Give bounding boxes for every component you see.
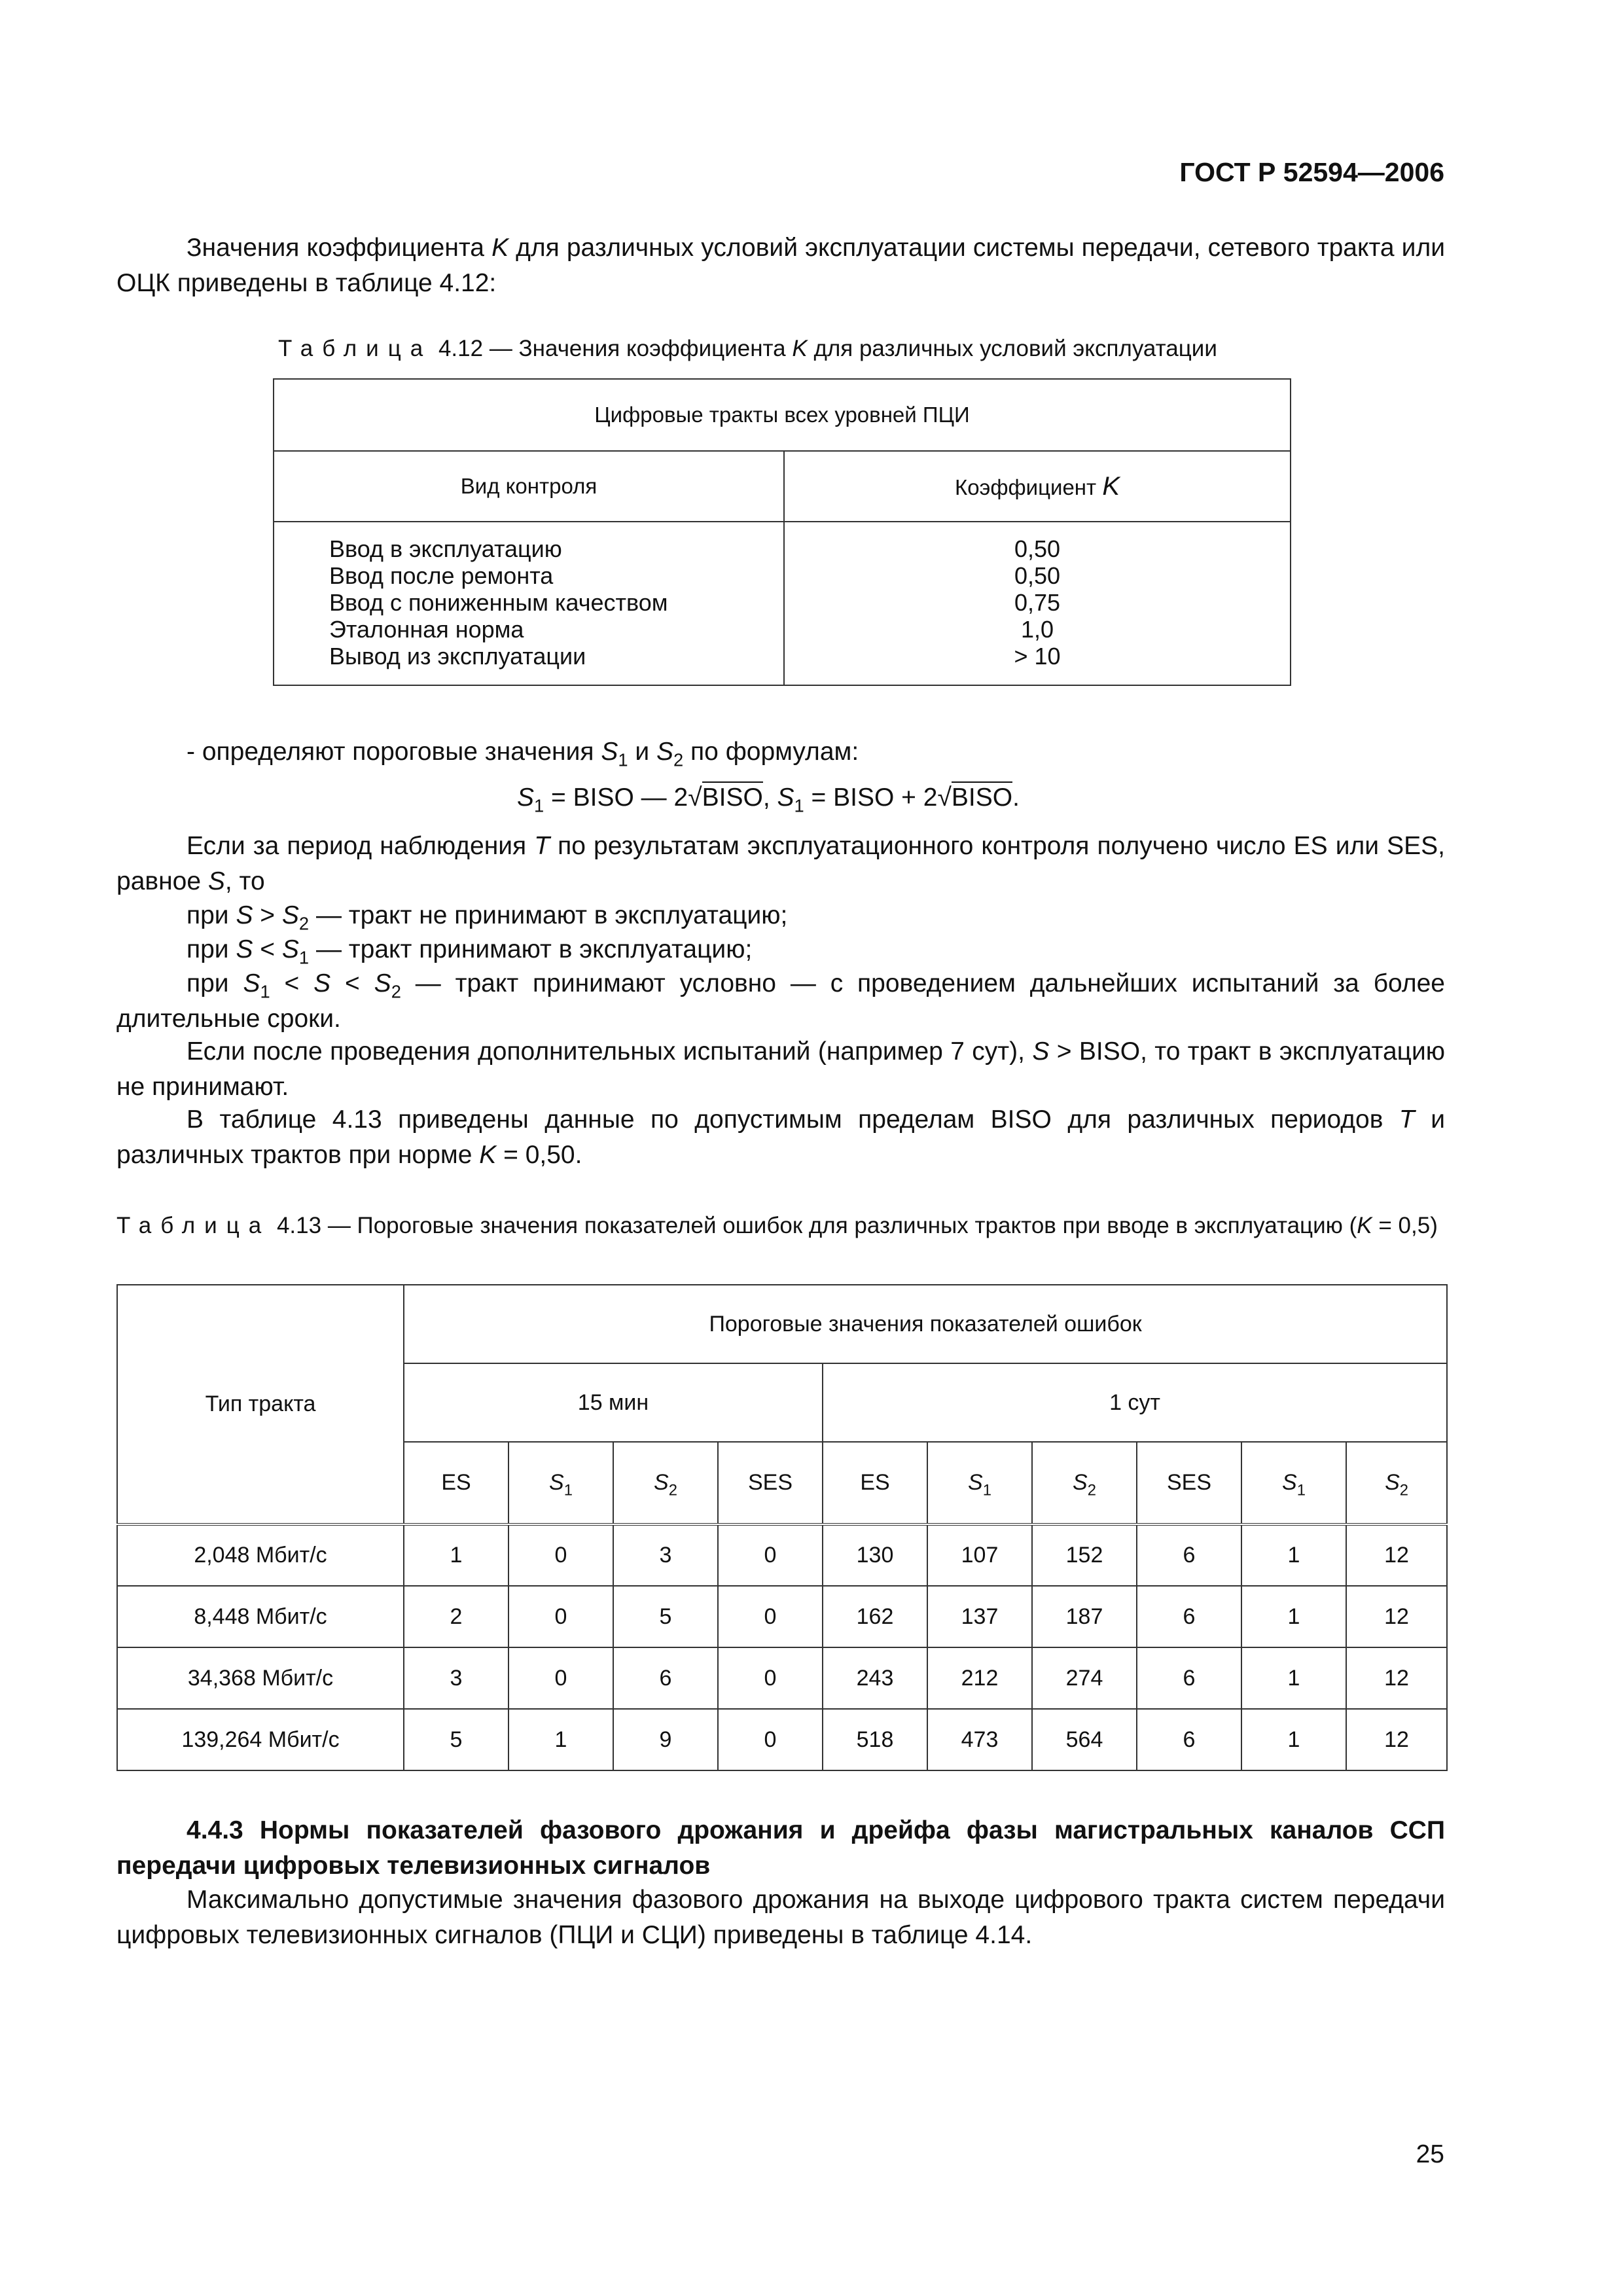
table-row <box>117 1586 1447 1647</box>
table-cell: 162 <box>823 1586 927 1647</box>
table-cell: 3 <box>613 1524 718 1586</box>
table-413-group-header: Пороговые значения показателей ошибок <box>404 1285 1447 1363</box>
table-412-col-type: Вид контроля <box>274 451 784 522</box>
table-cell: 1 <box>1241 1524 1346 1586</box>
document-id: ГОСТ Р 52594—2006 <box>1179 157 1444 187</box>
table-413-period-1day: 1 сут <box>823 1363 1447 1442</box>
table-row <box>117 1709 1447 1770</box>
table-412-values <box>784 522 1291 685</box>
subheader-es: ES <box>404 1442 508 1524</box>
observation-paragraph: Если за период наблюдения T по результатам эксплуатационного контроля получено число ES или SES, равное S, то <box>116 832 1445 895</box>
page-number: 25 <box>1416 2140 1444 2168</box>
table-cell: 212 <box>927 1647 1032 1709</box>
table-cell: 139,264 Мбит/с <box>117 1709 404 1770</box>
table-413-col-type: Тип тракта <box>117 1285 404 1524</box>
table-cell: 274 <box>1032 1647 1137 1709</box>
subheader-s1: $S_1$ <box>1241 1442 1346 1524</box>
table-413-reference: В таблице 4.13 приведены данные по допустимым пределам BISO для различных периодов T и различных трактов при норме K = 0,50. <box>116 1105 1445 1169</box>
table-cell: 473 <box>927 1709 1032 1770</box>
table-cell: 0 <box>718 1709 823 1770</box>
table-cell: 12 <box>1346 1524 1447 1586</box>
table-cell: 6 <box>1137 1709 1241 1770</box>
table-cell: 0 <box>508 1647 613 1709</box>
condition-3: при $S_1 < S < S_2$ — тракт принимают условно — с проведением дальнейших испытаний за более длительные сроки. <box>116 969 1445 1033</box>
table-cell: 6 <box>613 1647 718 1709</box>
section-heading: 4.4.3 Нормы показателей фазового дрожания и дрейфа фазы магистральных каналов ССП передачи цифровых телевизионных сигналов <box>116 1816 1445 1880</box>
section-paragraph: Максимально допустимые значения фазового дрожания на выходе цифрового тракта систем передачи цифровых телевизионных сигналов (ПЦИ и СЦИ) приведены в таблице 4.14. <box>116 1886 1445 1949</box>
table-cell: 12 <box>1346 1647 1447 1709</box>
table-cell: 152 <box>1032 1524 1137 1586</box>
table-413-caption: Таблица 4.13 — Пороговые значения показателей ошибок для различных трактов при вводе в эксплуатацию (K = 0,5) <box>116 1213 1438 1238</box>
table-cell: 2,048 Мбит/с <box>117 1524 404 1586</box>
table-412-label: Ввод в эксплуатацию <box>329 535 562 562</box>
subheader-s2: $S_2$ <box>1346 1442 1447 1524</box>
table-cell: 0 <box>508 1586 613 1647</box>
table-cell: 518 <box>823 1709 927 1770</box>
table-cell: 5 <box>404 1709 508 1770</box>
table-cell: 187 <box>1032 1586 1137 1647</box>
table-cell: 2 <box>404 1586 508 1647</box>
table-cell: 0 <box>718 1524 823 1586</box>
table-412-value: 1,0 <box>1020 616 1054 643</box>
table-cell: 0 <box>718 1586 823 1647</box>
table-cell: 107 <box>927 1524 1032 1586</box>
table-cell: 9 <box>613 1709 718 1770</box>
table-412-col-k: Коэффициент K <box>784 451 1291 522</box>
table-row <box>117 1647 1447 1709</box>
table-cell: 1 <box>1241 1647 1346 1709</box>
subheader-s1: $S_1$ <box>927 1442 1032 1524</box>
additional-tests-paragraph: Если после проведения дополнительных испытаний (например 7 сут), S > BISO, то тракт в эксплуатацию не принимают. <box>116 1037 1446 1101</box>
thresholds-line: - определяют пороговые значения $S_1$ и $S_2$ по формулам: <box>187 738 859 770</box>
threshold-formula: $S_1$ = BISO — 2√BISO, $S_1$ = BISO + 2√BISO. <box>517 780 1020 816</box>
subheader-s2: $S_2$ <box>613 1442 718 1524</box>
table-cell: 6 <box>1137 1524 1241 1586</box>
subheader-ses: SES <box>1137 1442 1241 1524</box>
table-412-value: > 10 <box>1014 643 1061 670</box>
table-412-header: Цифровые тракты всех уровней ПЦИ <box>274 379 1291 451</box>
table-cell: 5 <box>613 1586 718 1647</box>
table-cell: 1 <box>404 1524 508 1586</box>
table-cell: 0 <box>508 1524 613 1586</box>
condition-2: при $S < S_1$ — тракт принимают в эксплуатацию; <box>187 935 753 968</box>
subheader-s1: $S_1$ <box>508 1442 613 1524</box>
table-412 <box>273 378 1291 686</box>
table-cell: 1 <box>1241 1586 1346 1647</box>
subheader-es: ES <box>823 1442 927 1524</box>
table-412-labels <box>274 522 784 685</box>
table-412-value: 0,50 <box>1014 535 1061 562</box>
table-412-value: 0,50 <box>1014 562 1061 589</box>
table-cell: 12 <box>1346 1586 1447 1647</box>
table-412-caption: Таблица 4.12 — Значения коэффициента K для различных условий эксплуатации <box>278 336 1217 361</box>
table-412-label: Вывод из эксплуатации <box>329 643 586 670</box>
table-412-value: 0,75 <box>1014 589 1061 616</box>
subheader-ses: SES <box>718 1442 823 1524</box>
table-cell: 1 <box>508 1709 613 1770</box>
table-cell: 6 <box>1137 1586 1241 1647</box>
table-cell: 0 <box>718 1647 823 1709</box>
table-cell: 8,448 Мбит/с <box>117 1586 404 1647</box>
table-412-label: Ввод с пониженным качеством <box>329 589 668 616</box>
table-cell: 137 <box>927 1586 1032 1647</box>
table-cell: 130 <box>823 1524 927 1586</box>
table-cell: 1 <box>1241 1709 1346 1770</box>
table-413-period-15min: 15 мин <box>404 1363 823 1442</box>
table-cell: 12 <box>1346 1709 1447 1770</box>
table-row <box>117 1524 1447 1586</box>
subheader-s2: $S_2$ <box>1032 1442 1137 1524</box>
table-412-label: Эталонная норма <box>329 616 524 643</box>
table-413 <box>116 1284 1448 1771</box>
condition-1: при $S > S_2$ — тракт не принимают в эксплуатацию; <box>187 901 788 934</box>
table-cell: 6 <box>1137 1647 1241 1709</box>
table-cell: 564 <box>1032 1709 1137 1770</box>
table-cell: 3 <box>404 1647 508 1709</box>
intro-paragraph: Значения коэффициента K для различных условий эксплуатации системы передачи, сетевого тракта или ОЦК приведены в таблице 4.12: <box>116 234 1446 297</box>
table-cell: 34,368 Мбит/с <box>117 1647 404 1709</box>
table-cell: 243 <box>823 1647 927 1709</box>
table-412-label: Ввод после ремонта <box>329 562 554 589</box>
